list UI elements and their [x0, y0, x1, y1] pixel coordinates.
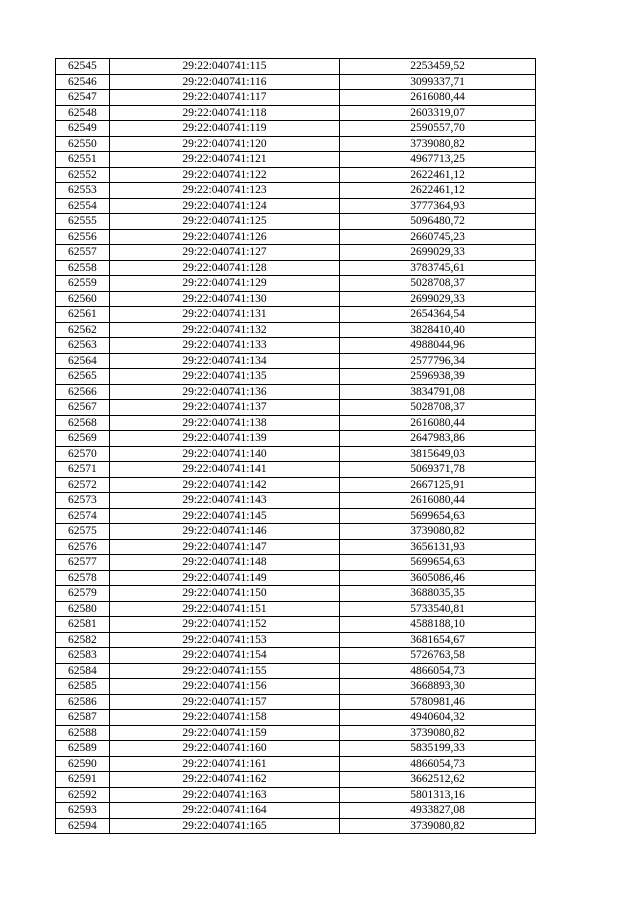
row-number: 62577 — [56, 555, 110, 571]
row-number: 62567 — [56, 400, 110, 416]
cadastral-value: 4933827,08 — [340, 803, 536, 819]
cadastral-number: 29:22:040741:138 — [110, 415, 340, 431]
cadastral-number: 29:22:040741:120 — [110, 136, 340, 152]
cadastral-number: 29:22:040741:134 — [110, 353, 340, 369]
row-number: 62581 — [56, 617, 110, 633]
table-row — [56, 741, 536, 757]
table-row — [56, 245, 536, 261]
table-row — [56, 121, 536, 137]
cadastral-number: 29:22:040741:145 — [110, 508, 340, 524]
cadastral-value: 2616080,44 — [340, 415, 536, 431]
cadastral-value: 5096480,72 — [340, 214, 536, 230]
table-row — [56, 276, 536, 292]
cadastral-value: 3605086,46 — [340, 570, 536, 586]
row-number: 62583 — [56, 648, 110, 664]
cadastral-value: 4588188,10 — [340, 617, 536, 633]
table-row — [56, 446, 536, 462]
cadastral-number: 29:22:040741:139 — [110, 431, 340, 447]
cadastral-number: 29:22:040741:135 — [110, 369, 340, 385]
cadastral-value: 5801313,16 — [340, 787, 536, 803]
cadastral-number: 29:22:040741:149 — [110, 570, 340, 586]
cadastral-number: 29:22:040741:132 — [110, 322, 340, 338]
table-row — [56, 617, 536, 633]
cadastral-value: 2699029,33 — [340, 291, 536, 307]
row-number: 62547 — [56, 90, 110, 106]
cadastral-number: 29:22:040741:115 — [110, 59, 340, 75]
row-number: 62553 — [56, 183, 110, 199]
cadastral-number: 29:22:040741:130 — [110, 291, 340, 307]
row-number: 62589 — [56, 741, 110, 757]
table-row — [56, 524, 536, 540]
cadastral-value: 3681654,67 — [340, 632, 536, 648]
cadastral-value: 2699029,33 — [340, 245, 536, 261]
row-number: 62585 — [56, 679, 110, 695]
cadastral-number: 29:22:040741:127 — [110, 245, 340, 261]
row-number: 62573 — [56, 493, 110, 509]
cadastral-number: 29:22:040741:131 — [110, 307, 340, 323]
cadastral-value: 2596938,39 — [340, 369, 536, 385]
cadastral-number: 29:22:040741:165 — [110, 818, 340, 834]
cadastral-value: 5069371,78 — [340, 462, 536, 478]
cadastral-value: 2647983,86 — [340, 431, 536, 447]
cadastral-number: 29:22:040741:148 — [110, 555, 340, 571]
row-number: 62546 — [56, 74, 110, 90]
cadastral-number: 29:22:040741:126 — [110, 229, 340, 245]
cadastral-value: 5733540,81 — [340, 601, 536, 617]
table-row — [56, 338, 536, 354]
cadastral-value: 3739080,82 — [340, 136, 536, 152]
table-row — [56, 586, 536, 602]
table-row — [56, 105, 536, 121]
table-row — [56, 679, 536, 695]
cadastral-value: 3656131,93 — [340, 539, 536, 555]
cadastral-value: 2654364,54 — [340, 307, 536, 323]
cadastral-number: 29:22:040741:123 — [110, 183, 340, 199]
row-number: 62548 — [56, 105, 110, 121]
row-number: 62549 — [56, 121, 110, 137]
cadastral-value: 4988044,96 — [340, 338, 536, 354]
row-number: 62571 — [56, 462, 110, 478]
table-row — [56, 183, 536, 199]
row-number: 62570 — [56, 446, 110, 462]
cadastral-value: 2603319,07 — [340, 105, 536, 121]
cadastral-value: 3777364,93 — [340, 198, 536, 214]
cadastral-value: 2616080,44 — [340, 90, 536, 106]
row-number: 62594 — [56, 818, 110, 834]
row-number: 62557 — [56, 245, 110, 261]
cadastral-value: 4866054,73 — [340, 663, 536, 679]
cadastral-value: 3099337,71 — [340, 74, 536, 90]
cadastral-number: 29:22:040741:161 — [110, 756, 340, 772]
cadastral-number: 29:22:040741:142 — [110, 477, 340, 493]
row-number: 62556 — [56, 229, 110, 245]
row-number: 62565 — [56, 369, 110, 385]
row-number: 62545 — [56, 59, 110, 75]
cadastral-value: 3815649,03 — [340, 446, 536, 462]
row-number: 62584 — [56, 663, 110, 679]
cadastral-number: 29:22:040741:117 — [110, 90, 340, 106]
table-row — [56, 772, 536, 788]
table-row — [56, 508, 536, 524]
table-row — [56, 648, 536, 664]
table-row — [56, 570, 536, 586]
table-row — [56, 291, 536, 307]
row-number: 62568 — [56, 415, 110, 431]
cadastral-value: 4866054,73 — [340, 756, 536, 772]
cadastral-number: 29:22:040741:158 — [110, 710, 340, 726]
row-number: 62562 — [56, 322, 110, 338]
table-row — [56, 307, 536, 323]
table-row — [56, 710, 536, 726]
row-number: 62576 — [56, 539, 110, 555]
row-number: 62579 — [56, 586, 110, 602]
cadastral-number: 29:22:040741:119 — [110, 121, 340, 137]
table-row — [56, 229, 536, 245]
table-row — [56, 601, 536, 617]
cadastral-number: 29:22:040741:164 — [110, 803, 340, 819]
table-row — [56, 756, 536, 772]
table-row — [56, 787, 536, 803]
table-row — [56, 369, 536, 385]
row-number: 62555 — [56, 214, 110, 230]
cadastral-value: 2577796,34 — [340, 353, 536, 369]
table-row — [56, 260, 536, 276]
table-row — [56, 555, 536, 571]
table-row — [56, 431, 536, 447]
table-row — [56, 152, 536, 168]
cadastral-number: 29:22:040741:116 — [110, 74, 340, 90]
cadastral-number: 29:22:040741:156 — [110, 679, 340, 695]
table-row — [56, 477, 536, 493]
table-row — [56, 539, 536, 555]
cadastral-number: 29:22:040741:122 — [110, 167, 340, 183]
table-row — [56, 663, 536, 679]
cadastral-value: 3739080,82 — [340, 725, 536, 741]
row-number: 62561 — [56, 307, 110, 323]
cadastral-value: 5780981,46 — [340, 694, 536, 710]
cadastral-number: 29:22:040741:159 — [110, 725, 340, 741]
row-number: 62572 — [56, 477, 110, 493]
row-number: 62563 — [56, 338, 110, 354]
table-row — [56, 353, 536, 369]
cadastral-value: 3662512,62 — [340, 772, 536, 788]
cadastral-number: 29:22:040741:146 — [110, 524, 340, 540]
row-number: 62578 — [56, 570, 110, 586]
row-number: 62569 — [56, 431, 110, 447]
table-row — [56, 818, 536, 834]
table-row — [56, 59, 536, 75]
table-row — [56, 803, 536, 819]
row-number: 62551 — [56, 152, 110, 168]
cadastral-number: 29:22:040741:152 — [110, 617, 340, 633]
cadastral-value: 5028708,37 — [340, 276, 536, 292]
cadastral-number: 29:22:040741:154 — [110, 648, 340, 664]
cadastral-value: 3783745,61 — [340, 260, 536, 276]
table-row — [56, 415, 536, 431]
cadastral-value: 2622461,12 — [340, 167, 536, 183]
cadastral-value: 2660745,23 — [340, 229, 536, 245]
row-number: 62564 — [56, 353, 110, 369]
cadastral-number: 29:22:040741:140 — [110, 446, 340, 462]
cadastral-value: 5699654,63 — [340, 508, 536, 524]
row-number: 62591 — [56, 772, 110, 788]
cadastral-value: 3688035,35 — [340, 586, 536, 602]
row-number: 62580 — [56, 601, 110, 617]
table-row — [56, 632, 536, 648]
table-row — [56, 74, 536, 90]
row-number: 62593 — [56, 803, 110, 819]
cadastral-number: 29:22:040741:162 — [110, 772, 340, 788]
cadastral-value: 5699654,63 — [340, 555, 536, 571]
cadastral-value: 2616080,44 — [340, 493, 536, 509]
cadastral-value: 4967713,25 — [340, 152, 536, 168]
cadastral-value: 4940604,32 — [340, 710, 536, 726]
cadastral-number: 29:22:040741:128 — [110, 260, 340, 276]
table-row — [56, 694, 536, 710]
cadastral-value: 3668893,30 — [340, 679, 536, 695]
row-number: 62588 — [56, 725, 110, 741]
row-number: 62582 — [56, 632, 110, 648]
cadastral-value: 3739080,82 — [340, 818, 536, 834]
table-row — [56, 90, 536, 106]
table-row — [56, 322, 536, 338]
cadastral-number: 29:22:040741:150 — [110, 586, 340, 602]
cadastral-number: 29:22:040741:118 — [110, 105, 340, 121]
cadastral-number: 29:22:040741:163 — [110, 787, 340, 803]
table-row — [56, 384, 536, 400]
cadastral-number: 29:22:040741:155 — [110, 663, 340, 679]
row-number: 62590 — [56, 756, 110, 772]
cadastral-value: 3739080,82 — [340, 524, 536, 540]
cadastral-number: 29:22:040741:157 — [110, 694, 340, 710]
row-number: 62554 — [56, 198, 110, 214]
cadastral-number: 29:22:040741:147 — [110, 539, 340, 555]
table-body — [56, 59, 536, 834]
table-row — [56, 167, 536, 183]
cadastral-number: 29:22:040741:153 — [110, 632, 340, 648]
cadastral-number: 29:22:040741:121 — [110, 152, 340, 168]
cadastral-number: 29:22:040741:133 — [110, 338, 340, 354]
row-number: 62550 — [56, 136, 110, 152]
cadastral-value: 2253459,52 — [340, 59, 536, 75]
cadastral-number: 29:22:040741:160 — [110, 741, 340, 757]
table-row — [56, 462, 536, 478]
row-number: 62592 — [56, 787, 110, 803]
cadastral-number: 29:22:040741:136 — [110, 384, 340, 400]
cadastral-value: 3828410,40 — [340, 322, 536, 338]
cadastral-number: 29:22:040741:141 — [110, 462, 340, 478]
row-number: 62587 — [56, 710, 110, 726]
row-number: 62575 — [56, 524, 110, 540]
table-row — [56, 198, 536, 214]
cadastral-number: 29:22:040741:125 — [110, 214, 340, 230]
cadastral-number: 29:22:040741:143 — [110, 493, 340, 509]
row-number: 62558 — [56, 260, 110, 276]
cadastral-number: 29:22:040741:124 — [110, 198, 340, 214]
table-row — [56, 493, 536, 509]
cadastral-value: 3834791,08 — [340, 384, 536, 400]
table-row — [56, 136, 536, 152]
row-number: 62586 — [56, 694, 110, 710]
cadastral-number: 29:22:040741:151 — [110, 601, 340, 617]
row-number: 62574 — [56, 508, 110, 524]
cadastral-number: 29:22:040741:129 — [110, 276, 340, 292]
cadastral-value: 5028708,37 — [340, 400, 536, 416]
cadastral-value: 5726763,58 — [340, 648, 536, 664]
row-number: 62560 — [56, 291, 110, 307]
cadastral-number: 29:22:040741:137 — [110, 400, 340, 416]
row-number: 62566 — [56, 384, 110, 400]
table-row — [56, 400, 536, 416]
cadastral-value: 5835199,33 — [340, 741, 536, 757]
cadastral-value-table — [55, 58, 536, 834]
cadastral-value: 2590557,70 — [340, 121, 536, 137]
row-number: 62552 — [56, 167, 110, 183]
cadastral-value: 2667125,91 — [340, 477, 536, 493]
row-number: 62559 — [56, 276, 110, 292]
table-row — [56, 725, 536, 741]
table-row — [56, 214, 536, 230]
cadastral-value: 2622461,12 — [340, 183, 536, 199]
